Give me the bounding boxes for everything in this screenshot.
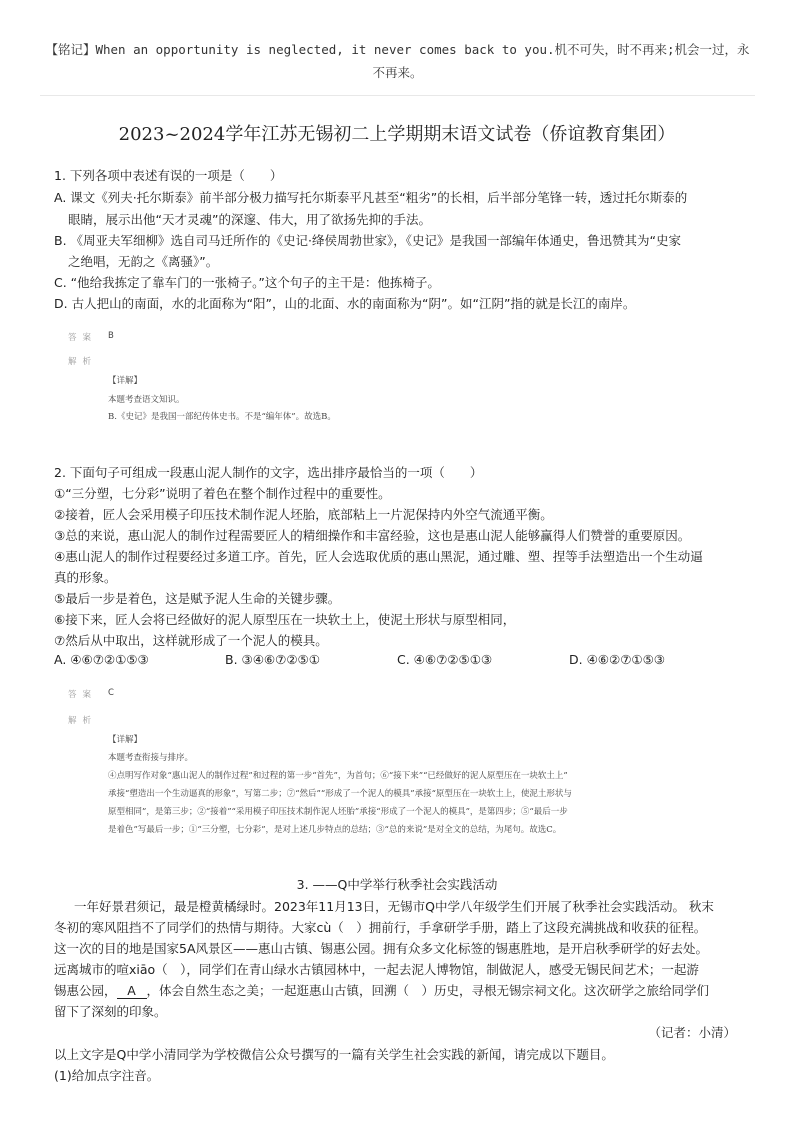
q2-sentence-4-line1: ④惠山泥人的制作过程要经过多道工序。首先，匠人会选取优质的惠山黑泥，通过雕、塑、捏等手法塑造出一个生动逼 <box>54 549 703 564</box>
q3-reporter: （记者：小清） <box>648 1025 736 1040</box>
q2-detail-line5: 是着色”写最后一步；①“三分塑，七分彩”，是对上述几步特点的总结；③“总的来说”是对全文的总结，为尾句。故选C。 <box>108 825 562 835</box>
q3-passage-line1: 一年好景君须记，最是橙黄橘绿时。2023年11月13日，无锡市Q中学八年级学生们开展了秋季社会实践活动。 秋末 <box>74 899 714 914</box>
q2-detail-label: 【详解】 <box>108 735 143 745</box>
q2-sentence-3: ③总的来说，惠山泥人的制作过程需要匠人的精细操作和丰富经验，这也是惠山泥人能够赢得人们赞誉的重要原因。 <box>54 528 691 543</box>
q1-analysis-label: 解析 <box>68 357 98 367</box>
q2-sentence-1: ①“三分塑，七分彩”说明了着色在整个制作过程中的重要性。 <box>54 486 391 501</box>
q2-answer-value: C <box>108 688 114 698</box>
q2-sentence-5: ⑤最后一步是着色，这是赋予泥人生命的关键步骤。 <box>54 591 341 606</box>
q1-detail-line2: B.《史记》是我国一部纪传体史书。不是“编年体”。故选B。 <box>108 412 336 422</box>
q3-line5-prefix: 锡惠公园， <box>54 983 117 998</box>
q3-passage-line5 <box>54 981 709 999</box>
q2-sentence-6: ⑥接下来，匠人会将已经做好的泥人原型压在一块软土上，使泥土形状与原型相同， <box>54 612 516 627</box>
q3-passage-line3: 这一次的目的地是国家5A风景区——惠山古镇、锡惠公园。拥有众多文化标签的锡惠胜地，是开启秋季研学的好去处。 <box>54 941 709 956</box>
q3-title: 3. ——Q中学举行秋季社会实践活动 <box>296 877 498 892</box>
q1-option-b-line1: B. 《周亚夫军细柳》选自司马迁所作的《史记·绛侯周勃世家》，《史记》是我国一部编年体通史，鲁迅赞其为“史家 <box>54 233 681 248</box>
q1-option-d: D. 古人把山的南面，水的北面称为“阳”，山的北面、水的南面称为“阴”。如“江阴”指的就是长江的南岸。 <box>54 296 636 311</box>
page-title: 2023~2024学年江苏无锡初二上学期期末语文试卷（侨谊教育集团） <box>118 124 676 145</box>
q2-sentence-7: ⑦然后从中取出，这样就形成了一个泥人的模具。 <box>54 633 328 648</box>
q2-option-b: B. ③④⑥⑦②⑤① <box>225 652 320 667</box>
q3-subquestion-1: (1)给加点字注音。 <box>54 1068 160 1083</box>
header-motto: 【铭记】When an opportunity is neglected, it never comes back to you.机不可失，时不再来;机会一过，永不再来。 <box>45 42 750 80</box>
q1-stem: 1. 下列各项中表述有误的一项是（ ） <box>54 168 283 183</box>
q1-detail-line1: 本题考查语文知识。 <box>108 395 185 405</box>
q1-answer-label: 答案 <box>68 333 98 343</box>
q2-answer-label: 答案 <box>68 690 98 700</box>
q1-option-a-line1: A. 课文《列夫·托尔斯泰》前半部分极力描写托尔斯泰平凡甚至“粗劣”的长相，后半部分笔锋一转，透过托尔斯泰的 <box>54 190 688 205</box>
q1-option-c: C. “他给我拣定了靠车门的一张椅子。”这个句子的主干是：他拣椅子。 <box>54 275 440 290</box>
q2-option-c: C. ④⑥⑦②⑤①③ <box>397 652 493 667</box>
q1-detail-label: 【详解】 <box>108 376 143 386</box>
q2-option-a: A. ④⑥⑦②①⑤③ <box>54 652 149 667</box>
q2-sentence-4-line2: 真的形象。 <box>54 570 117 585</box>
q3-passage-line6: 留下了深刻的印象。 <box>54 1004 167 1019</box>
q2-option-d: D. ④⑥②⑦①⑤③ <box>569 652 666 667</box>
q2-sentence-2: ②接着，匠人会采用模子印压技术制作泥人坯胎，底部粘上一片泥保持内外空气流通平衡。 <box>54 507 553 522</box>
q1-option-a-line2: 眼睛，展示出他“天才灵魂”的深邃、伟大，用了欲扬先抑的手法。 <box>68 212 431 227</box>
q2-stem: 2. 下面句子可组成一段惠山泥人制作的文字，选出排序最恰当的一项（ ） <box>54 465 483 480</box>
q3-blank-a: A <box>117 983 147 999</box>
q3-line5-suffix: ，体会自然生态之美；一起逛惠山古镇，回溯（ ）历史，寻根无锡宗祠文化。这次研学之旅给同学们 <box>146 983 710 998</box>
q2-detail-line3: 承接“塑造出一个生动逼真的形象”，写第二步；⑦“然后”“形成了一个泥人的模具”承接“原型压在一块软土上，使泥土形状与 <box>108 789 572 799</box>
q3-passage-line4: 远离城市的喧xiāo（ ），同学们在青山绿水古镇园林中，一起去泥人博物馆，制做泥人，感受无锡民间艺术；一起游 <box>54 962 699 977</box>
q2-detail-line4: 原型相同”，是第三步；②“接着”“采用模子印压技术制作泥人坯胎”承接“形成了一个泥人的模具”，是第四步；⑤“最后一步 <box>108 807 568 817</box>
header-divider <box>40 95 755 96</box>
q2-detail-line2: ④点明写作对象“惠山泥人的制作过程”和过程的第一步“首先”，为首句；⑥“接下来”“已经做好的泥人原型压在一块软土上” <box>108 771 568 781</box>
q1-option-b-line2: 之绝唱，无韵之《离骚》”。 <box>68 254 219 269</box>
q2-analysis-label: 解析 <box>68 716 98 726</box>
q2-detail-line1: 本题考查衔接与排序。 <box>108 753 194 763</box>
q3-intro: 以上文字是Q中学小清同学为学校微信公众号撰写的一篇有关学生社会实践的新闻，请完成以下题目。 <box>54 1047 614 1062</box>
q3-passage-line2: 冬初的寒风阻挡不了同学们的热情与期待。大家cù（ ）拥前行，手拿研学手册，踏上了这段充满挑战和收获的征程。 <box>54 920 707 935</box>
q1-answer-value: B <box>108 331 114 341</box>
